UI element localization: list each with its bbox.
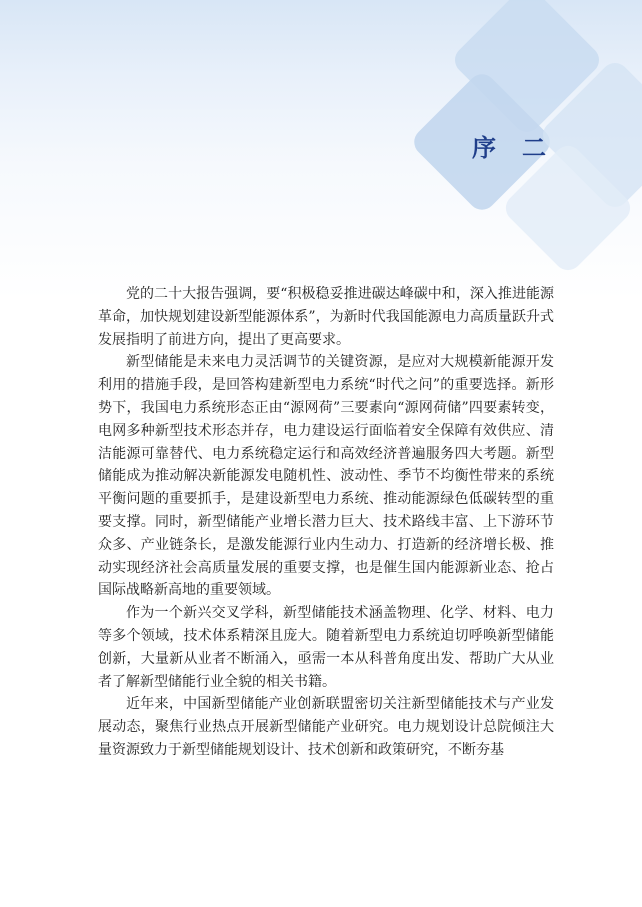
paragraph: 党的二十大报告强调，要“积极稳妥推进碳达峰碳中和，深入推进能源革命，加快规划建设新型能源体系”，为新时代我国能源电力高质量跃升式发展指明了前进方向，提出了更高要求。 — [98, 286, 554, 348]
paragraph: 作为一个新兴交叉学科，新型储能技术涵盖物理、化学、材料、电力等多个领域，技术体系精深且庞大。随着新型电力系统迫切呼唤新型储能创新，大量新从业者不断涌入，亟需一本从科普角度出发、帮助广大从业者了解新型储能行业全貌的相关书籍。 — [98, 605, 554, 690]
body-text — [98, 283, 554, 762]
page-title: 序二 — [472, 134, 572, 162]
paragraph: 近年来，中国新型储能产业创新联盟密切关注新型储能技术与产业发展动态，聚焦行业热点开展新型储能产业研究。电力规划设计总院倾注大量资源致力于新型储能规划设计、技术创新和政策研究，不断夯基 — [98, 696, 554, 758]
paragraph: 新型储能是未来电力灵活调节的关键资源，是应对大规模新能源开发利用的措施手段，是回答构建新型电力系统“时代之问”的重要选择。新形势下，我国电力系统形态正由“源网荷”三要素向“源网荷储”四要素转变，电网多种新型技术形态并存，电力建设运行面临着安全保障有效供应、清洁能源可靠替代、电力系统稳定运行和高效经济普遍服务四大考题。新型储能成为推动解决新能源发电随机性、波动性、季节不均衡性带来的系统平衡问题的重要抓手，是建设新型电力系统、推动能源绿色低碳转型的重要支撑。同时，新型储能产业增长潜力巨大、技术路线丰富、上下游环节众多、产业链条长，是激发能源行业内生动力、打造新的经济增长极、推动实现经济社会高质量发展的重要支撑，也是催生国内能源新业态、抢占国际战略新高地的重要领域。 — [98, 354, 554, 599]
